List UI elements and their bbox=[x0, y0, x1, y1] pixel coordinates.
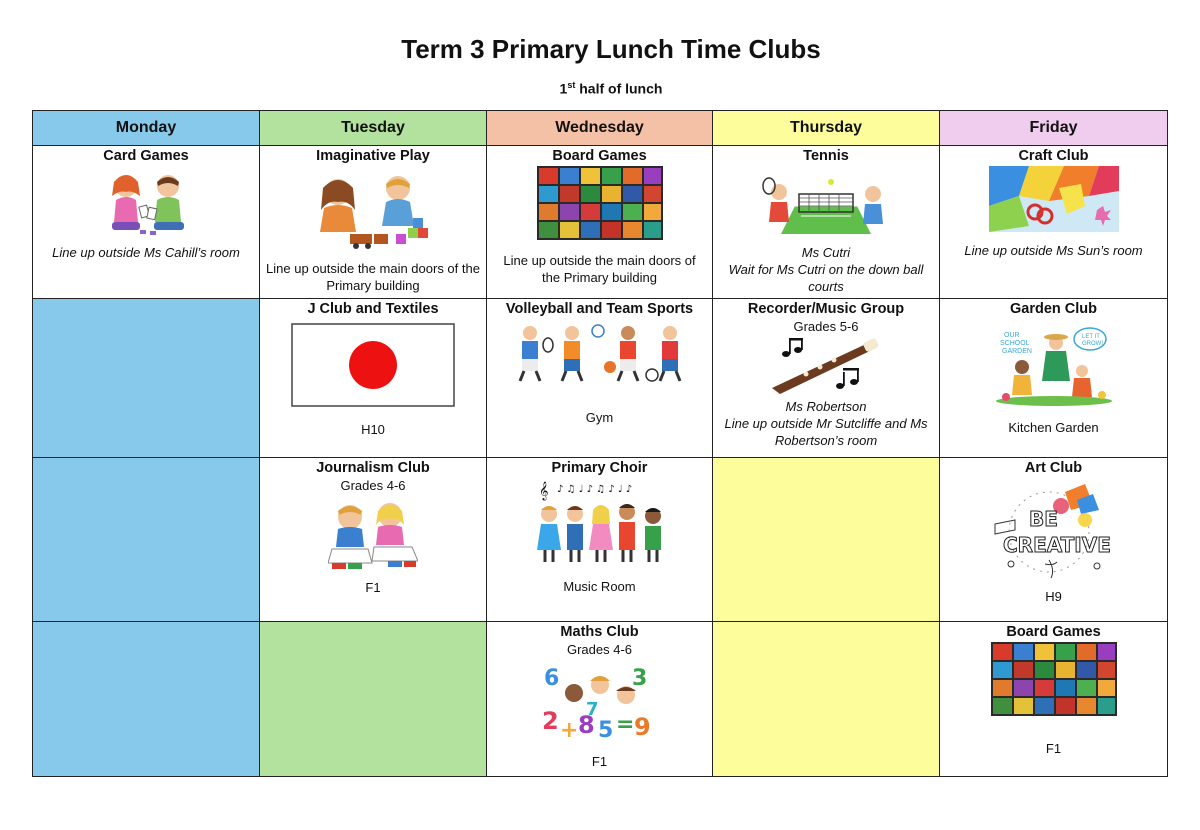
board-games-collage-icon bbox=[991, 642, 1117, 716]
svg-text:7: 7 bbox=[585, 699, 599, 720]
club-name: Board Games bbox=[1006, 624, 1101, 640]
cell-wednesday-maths-club bbox=[487, 622, 713, 777]
club-note: Line up outside the main doors of the Primary building bbox=[266, 261, 480, 293]
svg-text:+: + bbox=[559, 718, 578, 743]
club-name: Maths Club bbox=[560, 624, 639, 640]
cell-tuesday-journalism bbox=[260, 458, 487, 622]
club-name: Imaginative Play bbox=[316, 148, 430, 164]
club-location: Gym bbox=[585, 410, 614, 425]
svg-text:𝄞: 𝄞 bbox=[538, 481, 548, 500]
club-name: J Club and Textiles bbox=[307, 301, 439, 317]
craft-supplies-icon bbox=[989, 166, 1119, 232]
header-wednesday: Wednesday bbox=[487, 111, 713, 146]
club-note: Line up outside Ms Sun’s room bbox=[964, 243, 1143, 258]
svg-text:BE: BE bbox=[1028, 507, 1058, 531]
header-thursday: Thursday bbox=[713, 111, 940, 146]
svg-text:OUR: OUR bbox=[1003, 332, 1020, 339]
cell-wednesday-primary-choir bbox=[487, 458, 713, 622]
cell-friday-craft-club bbox=[940, 146, 1168, 299]
svg-text:6: 6 bbox=[543, 666, 559, 691]
club-grades: Grades 5-6 bbox=[793, 319, 859, 334]
svg-text:LET IT: LET IT bbox=[1081, 334, 1100, 340]
header-row bbox=[33, 111, 1168, 146]
children-singing-icon bbox=[535, 480, 665, 570]
cell-friday-board-games bbox=[940, 622, 1168, 777]
timetable-row-2 bbox=[33, 299, 1168, 458]
tennis-court-icon bbox=[761, 172, 891, 238]
club-location: F1 bbox=[1045, 741, 1062, 756]
children-playing-cards-icon bbox=[96, 170, 196, 236]
club-grades: Grades 4-6 bbox=[566, 642, 633, 657]
svg-text:3: 3 bbox=[631, 666, 647, 691]
timetable-row-1 bbox=[33, 146, 1168, 299]
svg-text:CREATIVE: CREATIVE bbox=[1002, 533, 1111, 557]
club-name: Board Games bbox=[552, 148, 647, 164]
cell-wednesday-board-games bbox=[487, 146, 713, 299]
club-teacher: Ms Robertson bbox=[785, 399, 867, 414]
cell-thursday-empty bbox=[713, 458, 940, 622]
cell-monday-empty bbox=[33, 458, 260, 622]
kids-sports-icon bbox=[510, 323, 690, 383]
club-name: Journalism Club bbox=[316, 460, 430, 476]
japan-flag-icon bbox=[291, 323, 455, 407]
page-title: Term 3 Primary Lunch Time Clubs bbox=[401, 34, 821, 64]
svg-text:SCHOOL: SCHOOL bbox=[999, 340, 1030, 347]
cell-monday-empty bbox=[33, 622, 260, 777]
svg-text:GARDEN: GARDEN bbox=[1001, 348, 1032, 355]
club-location: Kitchen Garden bbox=[1008, 420, 1099, 435]
svg-text:GROW!: GROW! bbox=[1081, 341, 1103, 347]
cell-monday-card-games bbox=[33, 146, 260, 299]
club-name: Art Club bbox=[1024, 460, 1083, 476]
cell-tuesday-empty bbox=[260, 622, 487, 777]
club-name: Tennis bbox=[803, 148, 849, 164]
header-friday: Friday bbox=[940, 111, 1168, 146]
be-creative-art-icon bbox=[989, 480, 1119, 580]
club-name: Volleyball and Team Sports bbox=[505, 301, 694, 317]
club-location: Music Room bbox=[563, 579, 636, 594]
children-playing-toys-icon bbox=[308, 170, 438, 250]
svg-text:5: 5 bbox=[597, 718, 613, 743]
children-writing-icon bbox=[328, 499, 418, 571]
cell-wednesday-volleyball bbox=[487, 299, 713, 458]
header-monday: Monday bbox=[33, 111, 260, 146]
cell-thursday-recorder bbox=[713, 299, 940, 458]
svg-text:9: 9 bbox=[633, 713, 651, 741]
cell-thursday-tennis bbox=[713, 146, 940, 299]
cell-friday-art-club bbox=[940, 458, 1168, 622]
cell-tuesday-j-club bbox=[260, 299, 487, 458]
club-grades: Grades 4-6 bbox=[340, 478, 406, 493]
club-note: Wait for Ms Cutri on the down ball courts bbox=[728, 262, 924, 294]
club-name: Craft Club bbox=[1018, 148, 1089, 164]
svg-text:♪ ♫ ♩ ♪ ♫ ♪ ♩ ♪: ♪ ♫ ♩ ♪ ♫ ♪ ♩ ♪ bbox=[556, 484, 632, 495]
svg-text:2: 2 bbox=[541, 707, 559, 735]
cell-monday-empty bbox=[33, 299, 260, 458]
clubs-timetable bbox=[32, 110, 1168, 777]
club-location: H10 bbox=[361, 422, 385, 437]
cell-tuesday-imaginative-play bbox=[260, 146, 487, 299]
timetable-row-4 bbox=[33, 622, 1168, 777]
timetable-row-3 bbox=[33, 458, 1168, 622]
club-note: Line up outside the main doors of the Primary building bbox=[503, 253, 696, 285]
school-garden-icon bbox=[994, 323, 1114, 407]
club-name: Garden Club bbox=[1009, 301, 1097, 317]
page-subtitle: 1st half of lunch bbox=[559, 80, 663, 97]
club-name: Recorder/Music Group bbox=[747, 301, 905, 317]
cell-friday-garden-club bbox=[940, 299, 1168, 458]
recorder-music-notes-icon bbox=[766, 338, 886, 394]
club-name: Primary Choir bbox=[551, 460, 648, 476]
kids-numbers-icon bbox=[540, 663, 660, 747]
header-tuesday: Tuesday bbox=[260, 111, 487, 146]
svg-text:8: 8 bbox=[577, 711, 595, 739]
club-location: F1 bbox=[591, 754, 608, 769]
club-location: H9 bbox=[1045, 589, 1062, 604]
cell-thursday-empty bbox=[713, 622, 940, 777]
club-note: Line up outside Mr Sutcliffe and Ms Robertson’s room bbox=[724, 416, 928, 448]
club-note: Line up outside Ms Cahill’s room bbox=[52, 245, 240, 260]
svg-text:=: = bbox=[615, 712, 634, 737]
club-name: Card Games bbox=[103, 148, 189, 164]
board-games-collage-icon bbox=[537, 166, 663, 240]
club-teacher: Ms Cutri bbox=[801, 245, 851, 260]
club-location: F1 bbox=[365, 580, 381, 595]
